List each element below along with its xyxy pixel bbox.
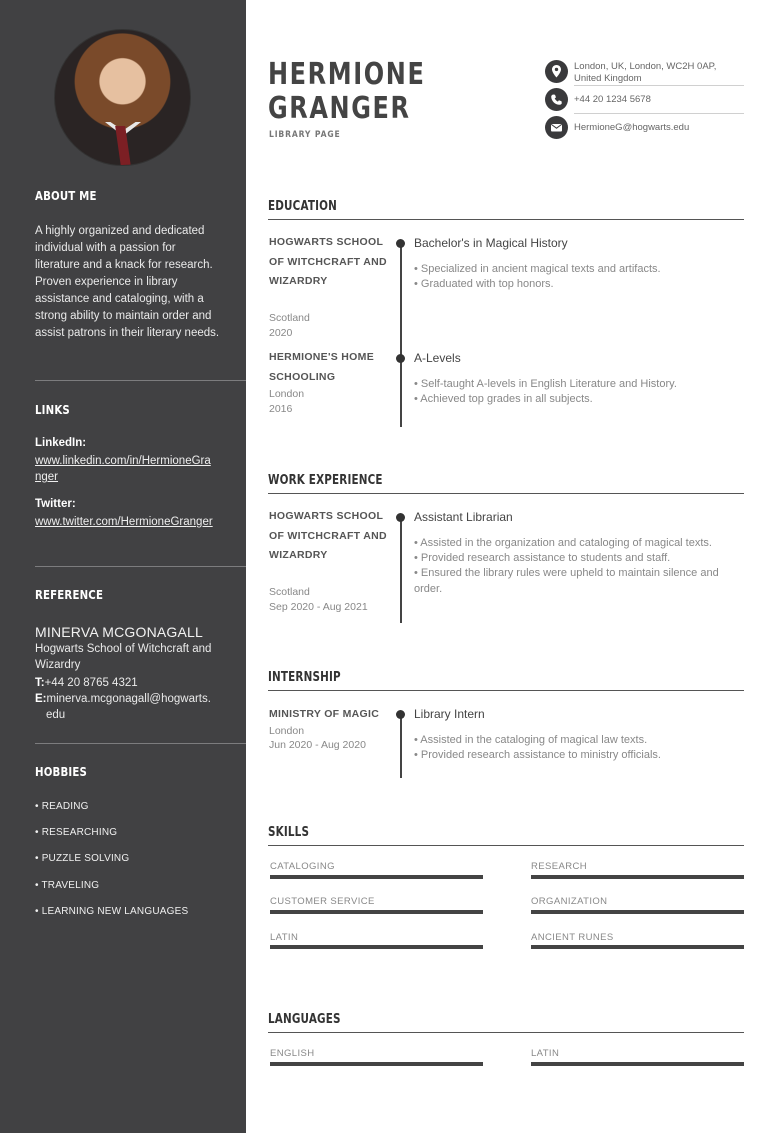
education-title: Bachelor's in Magical History [414,236,568,250]
skill-bar-fill [270,945,483,949]
hobby-item: • LEARNING NEW LANGUAGES [35,906,189,917]
section-rule [268,845,744,846]
language-bar [531,1062,744,1066]
photo-tie [115,126,131,166]
skill-label: CATALOGING [270,861,335,872]
candidate-name: HERMIONE GRANGER [268,57,426,126]
contact-phone: +44 20 1234 5678 [574,94,651,105]
contact-email[interactable]: HermioneG@hogwarts.edu [574,122,690,133]
internship-bullet: • Provided research assistance to ministry officials. [414,749,661,761]
hobby-item: • TRAVELING [35,880,100,891]
timeline-dot [396,354,405,363]
internship-location: London [269,725,305,737]
reference-org: Hogwarts School of Witchcraft and Wizardry [35,643,212,671]
candidate-role: LIBRARY PAGE [269,130,341,140]
sidebar-divider [35,566,246,567]
work-org: HOGWARTS SCHOOL OF WITCHCRAFT AND WIZARDRY [269,510,387,561]
twitter-label: Twitter: [35,498,76,510]
education-bullet: • Specialized in ancient magical texts and artifacts. [414,263,661,275]
sidebar [0,0,246,1133]
sidebar-divider [35,743,246,744]
internship-org: MINISTRY OF MAGIC [269,708,380,720]
envelope-icon [545,116,568,139]
internship-bullet: • Assisted in the cataloging of magical law texts. [414,734,648,746]
skill-label: CUSTOMER SERVICE [270,896,375,907]
hobby-text: READING [41,801,89,812]
about-text: A highly organized and dedicated individual with a passion for literature and a knack for research. Proven experience in library assistance and cataloging, with a strong ability to maintain order and assist patrons in their literary needs. [35,225,220,339]
about-heading: ABOUT ME [35,189,97,203]
skill-bar-fill [531,910,744,914]
language-bar-fill [270,1062,483,1066]
contact-divider [574,85,744,86]
work-bullet: • Provided research assistance to students and staff. [414,552,671,564]
skill-bar [270,910,483,914]
language-bar-fill [531,1062,744,1066]
hobby-item: • PUZZLE SOLVING [35,853,130,864]
section-rule [268,219,744,220]
skill-label: ANCIENT RUNES [531,932,614,943]
contact-address: London, UK, London, WC2H 0AP, United Kingdom [574,61,717,84]
work-date: Sep 2020 - Aug 2021 [269,601,368,613]
skill-bar [531,945,744,949]
linkedin-label: LinkedIn: [35,437,87,449]
work-location: Scotland [269,586,310,598]
education-bullet: • Self-taught A-levels in English Literature and History. [414,378,677,390]
education-bullet: • Graduated with top honors. [414,278,554,290]
skill-label: ORGANIZATION [531,896,608,907]
internship-heading: INTERNSHIP [268,670,341,685]
reference-email-label: E: [35,693,47,705]
profile-photo [54,29,191,166]
internship-timeline [400,714,402,778]
reference-email [35,691,215,723]
hobbies-heading: HOBBIES [35,765,88,779]
hobby-item: • RESEARCHING [35,827,118,838]
work-timeline [400,517,402,623]
skill-bar [531,875,744,879]
skill-bar [270,945,483,949]
section-rule [268,1032,744,1033]
education-org: HOGWARTS SCHOOL OF WITCHCRAFT AND WIZARDRY [269,236,387,287]
sidebar-divider [35,380,246,381]
links-heading: LINKS [35,403,70,417]
reference-name: MINERVA MCGONAGALL [35,624,204,640]
reference-phone [35,675,215,691]
education-location: London [269,388,305,400]
languages-heading: LANGUAGES [268,1012,341,1027]
reference-email-value[interactable]: minerva.mcgonagall@hogwarts.edu [46,693,211,721]
reference-heading: REFERENCE [35,588,104,602]
work-bullet: • Assisted in the organization and cataloging of magical texts. [414,537,712,549]
skill-label: RESEARCH [531,861,587,872]
education-title: A-Levels [414,351,461,365]
linkedin-link[interactable]: www.linkedin.com/in/HermioneGranger [35,455,211,483]
language-label: LATIN [531,1048,560,1059]
section-rule [268,690,744,691]
skill-bar [531,910,744,914]
skills-heading: SKILLS [268,825,310,840]
education-org: HERMIONE'S HOME SCHOOLING [269,351,375,383]
internship-date: Jun 2020 - Aug 2020 [269,739,366,751]
work-bullet: • Ensured the library rules were upheld to maintain silence and order. [414,567,719,595]
education-timeline [400,243,402,427]
skill-bar-fill [531,945,744,949]
map-pin-icon [545,60,568,83]
hobby-text: LEARNING NEW LANGUAGES [41,906,189,917]
work-title: Assistant Librarian [414,510,513,524]
work-heading: WORK EXPERIENCE [268,473,383,488]
twitter-link[interactable]: www.twitter.com/HermioneGranger [35,516,213,528]
language-bar [270,1062,483,1066]
internship-title: Library Intern [414,707,485,721]
hobby-item: • READING [35,801,89,812]
phone-icon [545,88,568,111]
reference-phone-value: +44 20 8765 4321 [44,677,138,689]
language-label: ENGLISH [270,1048,315,1059]
hobby-text: PUZZLE SOLVING [41,853,130,864]
section-rule [268,493,744,494]
timeline-dot [396,710,405,719]
education-date: 2016 [269,403,293,415]
education-bullet: • Achieved top grades in all subjects. [414,393,593,405]
skill-bar [270,875,483,879]
timeline-dot [396,513,405,522]
skill-bar-fill [270,875,483,879]
reference-phone-label: T: [35,677,45,689]
skill-bar-fill [270,910,483,914]
hobby-text: TRAVELING [41,880,100,891]
skill-label: LATIN [270,932,299,943]
education-location: Scotland [269,312,310,324]
contact-divider [574,113,744,114]
education-heading: EDUCATION [268,199,338,214]
skill-bar-fill [531,875,744,879]
timeline-dot [396,239,405,248]
hobby-text: RESEARCHING [41,827,118,838]
education-date: 2020 [269,327,293,339]
